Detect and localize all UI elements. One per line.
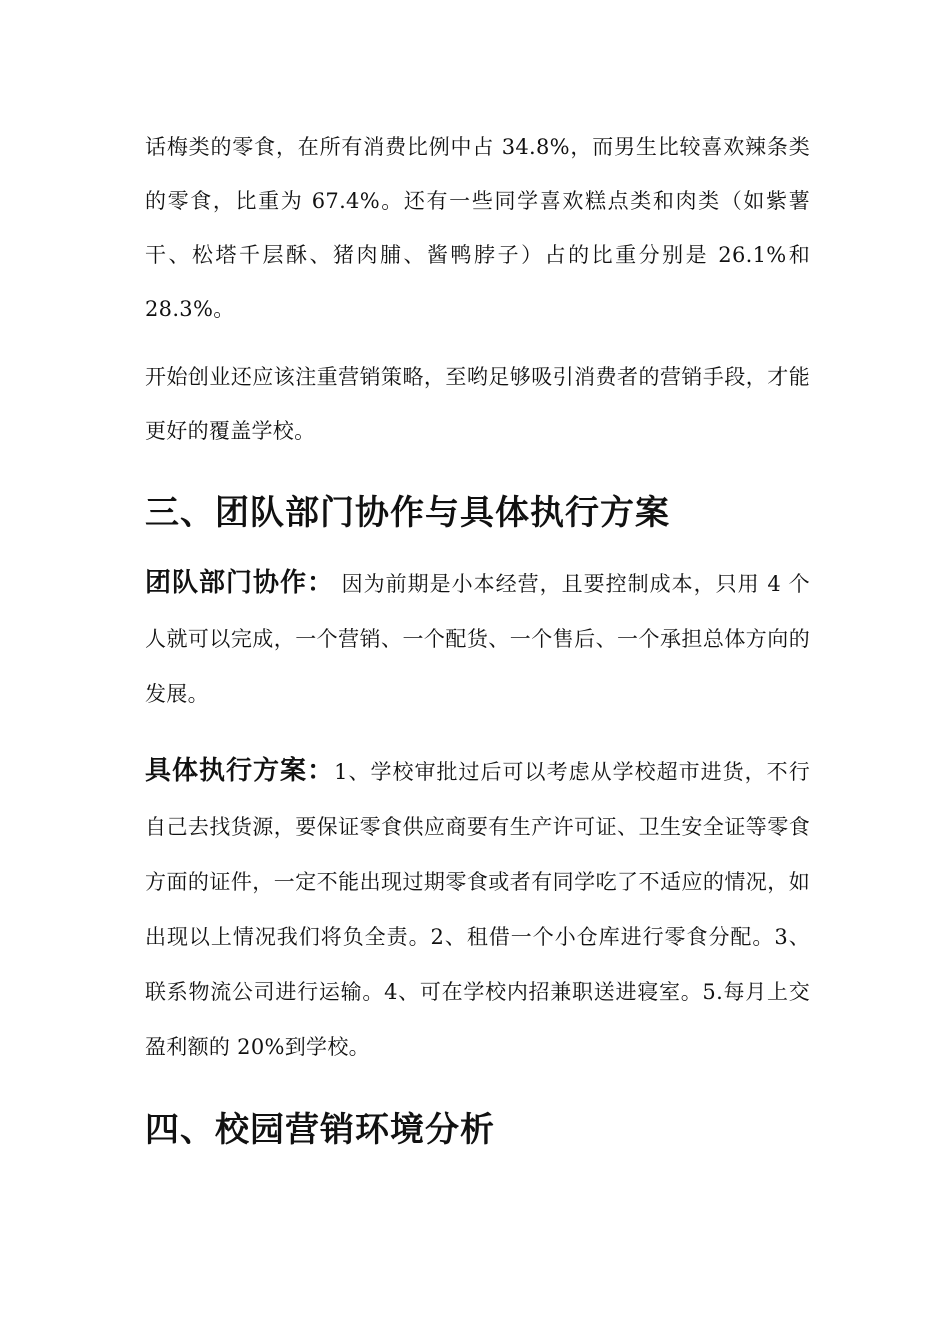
team-collaboration-label: 团队部门协作： <box>145 568 334 598</box>
intro-paragraph: 话梅类的零食，在所有消费比例中占 34.8%，而男生比较喜欢辣条类的零食，比重为 67.4%。还有一些同学喜欢糕点类和肉类（如紫薯干、松塔千层酥、猪肉脯、酱鸭脖子）占的比重分别是 26.1%和 28.3%。 <box>145 135 810 321</box>
execution-plan-label: 具体执行方案： <box>145 756 335 786</box>
marketing-paragraph: 开始创业还应该注重营销策略，至哟足够吸引消费者的营销手段，才能更好的覆盖学校。 <box>145 365 810 443</box>
team-collaboration-text: 因为前期是小本经营，且要控制成本，只用 4 个人就可以完成，一个营销、一个配货、一个售后、一个承担总体方向的发展。 <box>145 572 810 706</box>
execution-plan-text: 1、学校审批过后可以考虑从学校超市进货，不行自己去找货源，要保证零食供应商要有生产许可证、卫生安全证等零食方面的证件，一定不能出现过期零食或者有同学吃了不适应的情况，如出现以上情况我们将负全责。2、租借一个小仓库进行零食分配。3、联系物流公司进行运输。4、可在学校内招兼职送进寝室。5.每月上交盈利额的 20%到学校。 <box>145 760 810 1059</box>
team-collaboration-paragraph <box>145 556 810 722</box>
execution-plan-paragraph <box>145 744 810 1075</box>
section-3-heading: 三、团队部门协作与具体执行方案 <box>145 493 670 533</box>
document-page <box>145 120 810 1173</box>
section-4-heading: 四、校园营销环境分析 <box>145 1110 495 1150</box>
